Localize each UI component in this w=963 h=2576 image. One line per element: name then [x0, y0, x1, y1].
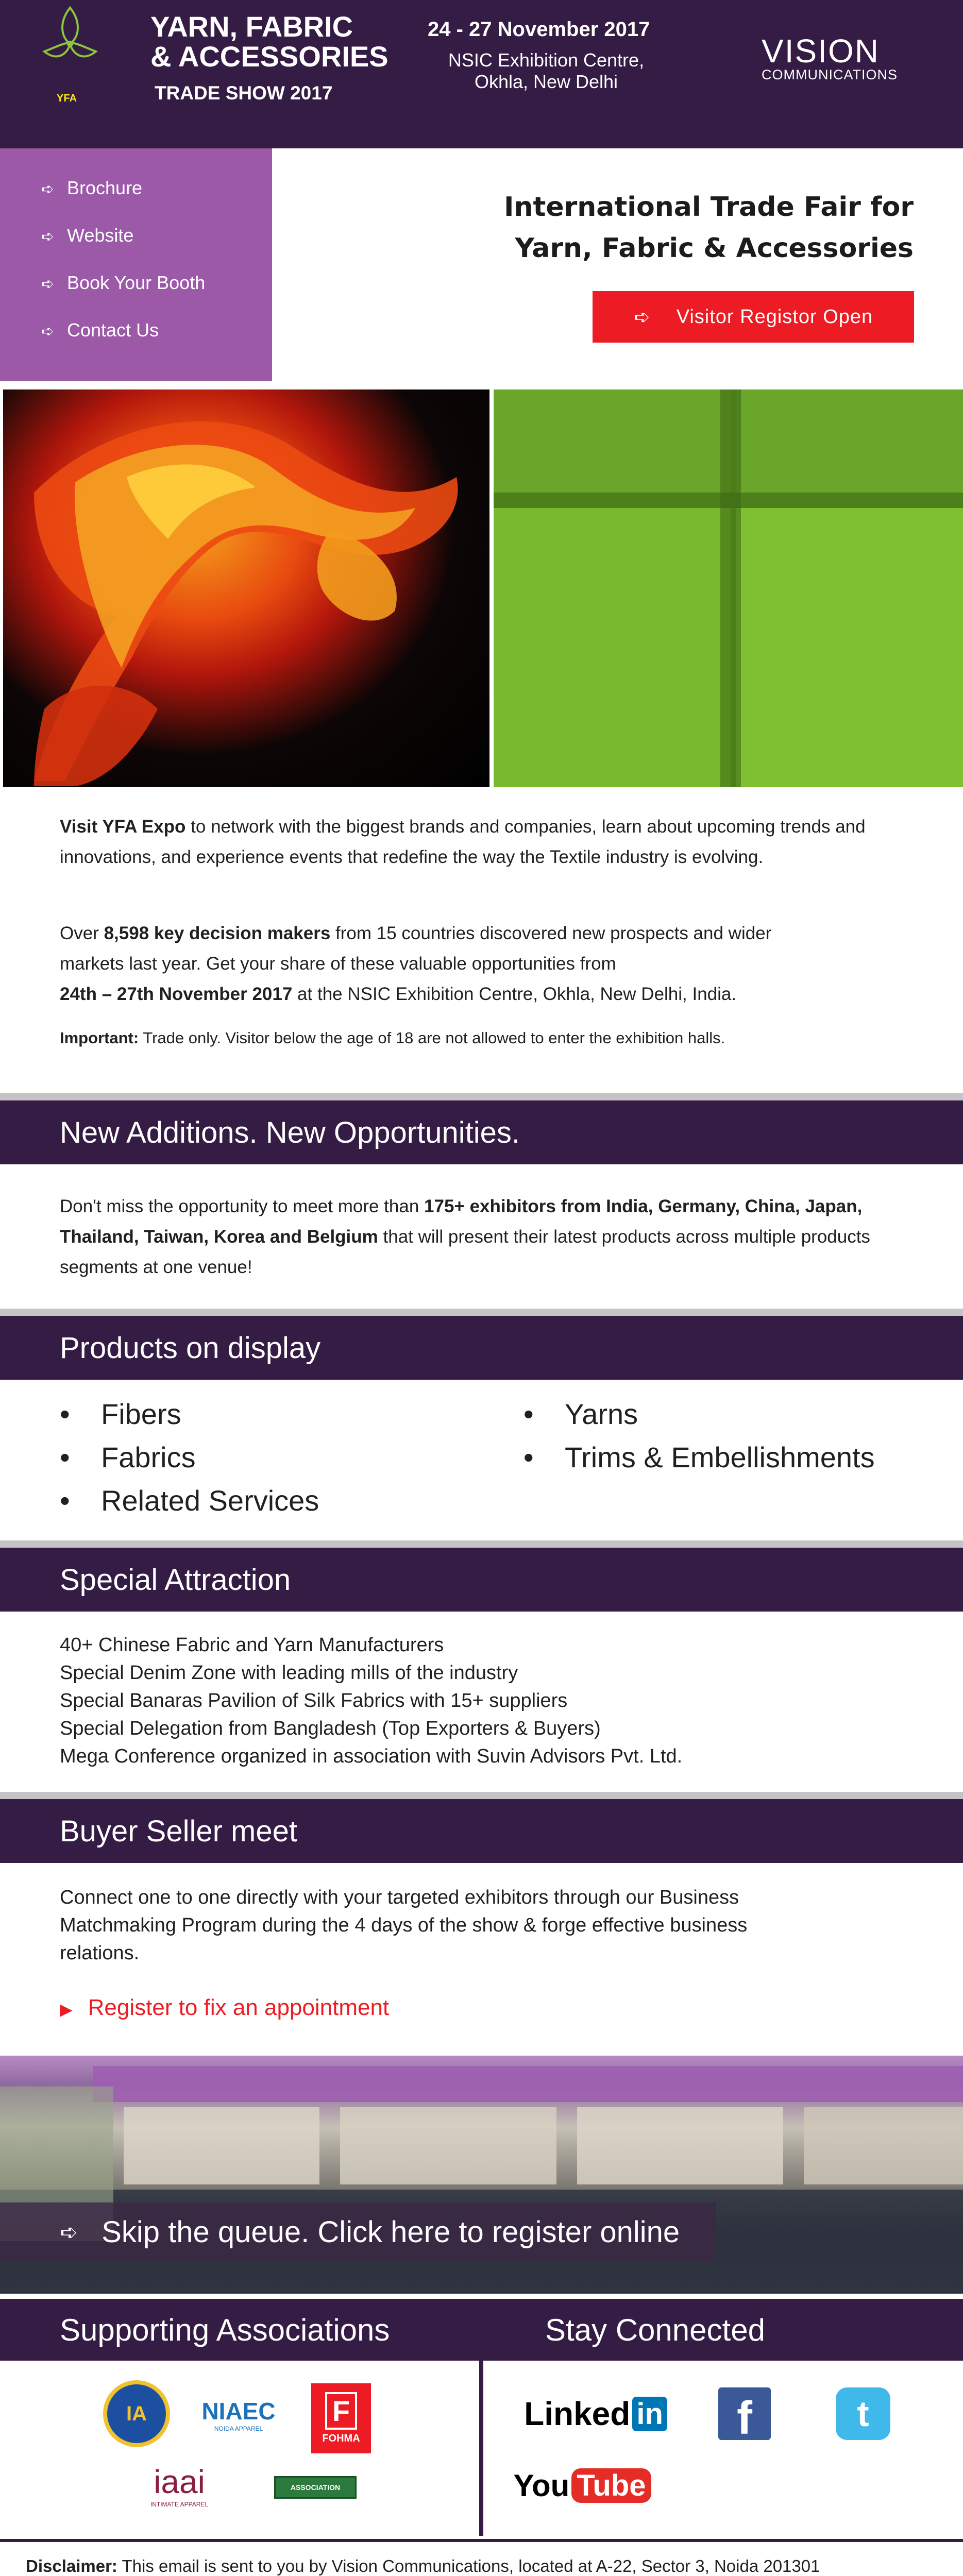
product-item-trims	[523, 1440, 875, 1474]
nav-item-website[interactable]	[41, 225, 133, 246]
new-additions-paragraph	[60, 1191, 894, 1282]
section-divider	[0, 1792, 963, 1799]
intro-text: from 15 countries discovered new prospects and wider markets last year. Get your share of these valuable opportunities from	[60, 923, 772, 974]
important-note	[60, 1023, 894, 1053]
new-additions-heading: New Additions. New Opportunities.	[0, 1100, 963, 1164]
logo-title-line1: YARN, FABRIC	[150, 10, 353, 43]
nav-item-label: Brochure	[67, 177, 143, 198]
arrow-right-icon: ➪	[633, 306, 651, 328]
logo-title-line2: & ACCESSORIES	[150, 40, 388, 73]
stay-connected-heading: Stay Connected	[545, 2313, 765, 2347]
bullet-icon: •	[523, 1398, 534, 1430]
new-additions-text: that will present their latest products across multiple products segments at one venue!	[60, 1227, 870, 1277]
product-label: Fabrics	[101, 1441, 196, 1473]
linkedin-text: Linked	[524, 2395, 631, 2432]
arrow-right-icon: ➪	[41, 276, 55, 293]
disclaimer-label: Disclaimer:	[26, 2556, 117, 2575]
supporting-associations-heading: Supporting Associations	[60, 2313, 390, 2347]
special-line: Mega Conference organized in association with Suvin Advisors Pvt. Ltd.	[60, 1745, 683, 1767]
exhibitors-highlight: 175+ exhibitors from India, Germany, China, Japan, Thailand, Taiwan, Korea and Belgium	[60, 1196, 863, 1247]
product-label: Yarns	[565, 1398, 638, 1430]
nav-item-label: Website	[67, 225, 134, 246]
bullet-icon: •	[60, 1484, 70, 1517]
niaec-logo-text: NIAEC	[201, 2398, 276, 2425]
dancer-image	[3, 389, 489, 787]
intro-text: Over	[60, 923, 104, 943]
product-label: Fibers	[101, 1398, 181, 1430]
arrow-right-icon: ➪	[60, 2219, 78, 2244]
intro-paragraph-2	[60, 918, 822, 1009]
nav-item-contact[interactable]	[41, 319, 159, 341]
association-logo-1-mark: IA	[126, 2402, 147, 2425]
intro-paragraph-1	[60, 811, 894, 872]
hero-title-line1: International Trade Fair for	[504, 192, 914, 223]
association-logo-fohma[interactable]	[311, 2383, 371, 2453]
iaai-logo-text: iaai	[154, 2463, 205, 2500]
special-line: Special Denim Zone with leading mills of the industry	[60, 1662, 518, 1684]
event-dates: 24 - 27 November 2017	[428, 18, 650, 41]
yfa-logo-icon	[39, 5, 101, 67]
event-date-range: 24th – 27th November 2017	[60, 984, 293, 1004]
visitor-register-label: Visitor Registor Open	[676, 306, 873, 328]
linkedin-icon[interactable]	[518, 2391, 673, 2437]
nav-item-brochure[interactable]	[41, 177, 142, 199]
arrow-right-icon: ➪	[41, 181, 55, 198]
footer-rule	[0, 2539, 963, 2542]
buyer-seller-line: Matchmaking Program during the 4 days of the show & forge effective business	[60, 1914, 748, 1936]
register-appointment-link[interactable]	[60, 1995, 389, 2021]
intro-bold: Visit YFA Expo	[60, 817, 186, 837]
arrow-right-icon: ➪	[41, 228, 55, 245]
footer-divider	[479, 2361, 483, 2536]
youtube-badge: Tube	[571, 2468, 651, 2503]
product-item-related-services	[60, 1484, 319, 1517]
arrow-right-icon: ➪	[41, 323, 55, 340]
section-divider	[0, 1309, 963, 1316]
nav-item-label: Contact Us	[67, 319, 159, 341]
logo-title-line3: TRADE SHOW 2017	[155, 82, 333, 104]
facebook-mark: f	[737, 2392, 752, 2444]
association-logo-niaec[interactable]	[200, 2386, 277, 2443]
special-line: Special Delegation from Bangladesh (Top Exporters & Buyers)	[60, 1718, 601, 1739]
nav-item-book-booth[interactable]	[41, 272, 205, 294]
intimate-apparel-logo-text: INTIMATE APPAREL	[150, 2501, 209, 2508]
association-logo-iaai[interactable]	[133, 2460, 226, 2511]
product-label: Related Services	[101, 1484, 319, 1517]
bullet-icon: •	[523, 1441, 534, 1473]
intro-text: at the NSIC Exhibition Centre, Okhla, New Delhi, India.	[292, 984, 737, 1004]
fohma-logo-text: FOHMA	[322, 2433, 360, 2444]
skip-queue-button[interactable]	[0, 2202, 716, 2261]
triangle-right-icon: ▶	[60, 2000, 73, 2019]
skip-queue-label: Skip the queue. Click here to register online	[102, 2215, 680, 2249]
special-line: 40+ Chinese Fabric and Yarn Manufacturers	[60, 1634, 444, 1656]
disclaimer	[26, 2556, 820, 2576]
association-logo-5-text: ASSOCIATION	[290, 2483, 341, 2492]
youtube-text: You	[513, 2468, 570, 2503]
buyer-seller-heading: Buyer Seller meet	[0, 1799, 963, 1863]
hero-title-line2: Yarn, Fabric & Accessories	[515, 233, 914, 264]
organizer-logo-sub: COMMUNICATIONS	[762, 67, 898, 82]
bullet-icon: •	[60, 1441, 70, 1473]
section-divider	[0, 1093, 963, 1100]
noida-apparel-logo-text: NOIDA APPAREL	[214, 2425, 263, 2432]
intro-text: to network with the biggest brands and companies, learn about upcoming trends and innovations, and experience events that redefine the way the Textile industry is evolving.	[60, 817, 866, 867]
new-additions-text: Don't miss the opportunity to meet more than	[60, 1196, 425, 1216]
logo-tag: YFA	[57, 93, 77, 104]
organizer-logo[interactable]: VISION	[762, 32, 880, 70]
facebook-icon[interactable]	[718, 2387, 771, 2444]
products-heading: Products on display	[0, 1316, 963, 1380]
bullet-icon: •	[60, 1398, 70, 1430]
product-item-yarns	[523, 1397, 638, 1431]
venue-line2: Okhla, New Delhi	[474, 71, 618, 92]
yarn-cones-image	[494, 389, 963, 787]
special-line: Special Banaras Pavilion of Silk Fabrics with 15+ suppliers	[60, 1690, 568, 1711]
visitor-register-button[interactable]	[593, 291, 914, 343]
special-attraction-heading: Special Attraction	[0, 1548, 963, 1612]
buyer-seller-line: Connect one to one directly with your targeted exhibitors through our Business	[60, 1887, 739, 1908]
twitter-mark: t	[857, 2394, 869, 2434]
product-label: Trims & Embellishments	[565, 1441, 875, 1473]
register-appointment-label: Register to fix an appointment	[88, 1995, 390, 2020]
venue-line1: NSIC Exhibition Centre,	[448, 49, 645, 71]
association-logo-5[interactable]	[274, 2476, 357, 2499]
section-divider	[0, 1540, 963, 1548]
disclaimer-text: This email is sent to you by Vision Communications, located at A-22, Sector 3, Noida 201301	[117, 2556, 820, 2575]
important-label: Important:	[60, 1029, 139, 1047]
product-item-fabrics	[60, 1440, 196, 1474]
stat-decision-makers: 8,598 key decision makers	[104, 923, 331, 943]
nav-item-label: Book Your Booth	[67, 272, 206, 293]
important-text: Trade only. Visitor below the age of 18 are not allowed to enter the exhibition halls.	[139, 1029, 725, 1047]
youtube-icon[interactable]	[513, 2461, 646, 2510]
twitter-icon[interactable]	[836, 2387, 890, 2440]
fohma-mark: F	[325, 2392, 357, 2430]
association-logo-1[interactable]	[103, 2380, 170, 2447]
product-item-fibers	[60, 1397, 181, 1431]
side-nav	[0, 148, 272, 381]
buyer-seller-line: relations.	[60, 1942, 140, 1964]
linkedin-badge: in	[632, 2397, 667, 2431]
